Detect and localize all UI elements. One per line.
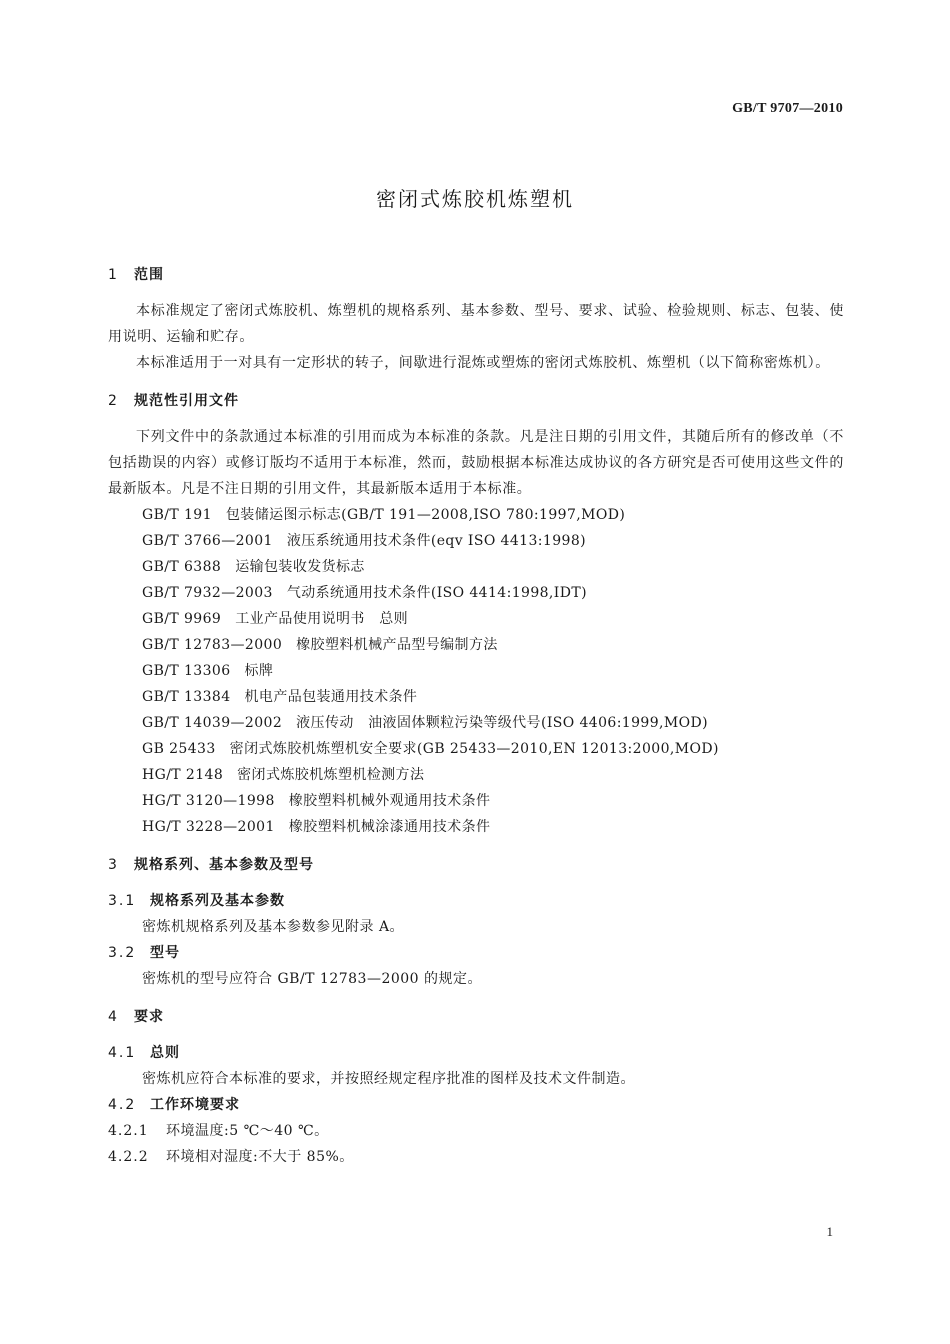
section-title: 规格系列、基本参数及型号 (134, 857, 314, 873)
clause-text: 环境相对湿度:不大于 85%。 (166, 1149, 354, 1165)
reference-item (142, 762, 844, 788)
page-number: 1 (826, 1224, 833, 1239)
subsection-number: 4.2 (108, 1097, 137, 1113)
subsection-title: 工作环境要求 (150, 1097, 240, 1113)
section-heading-1 (108, 262, 844, 288)
reference-code: HG/T 3120—1998 (142, 793, 275, 809)
page-title: 密闭式炼胶机炼塑机 (376, 187, 574, 211)
subsection-number: 4.1 (108, 1045, 137, 1061)
reference-code: GB/T 191 (142, 507, 212, 523)
reference-title: 包装储运图示标志(GB/T 191—2008,ISO 780:1997,MOD) (225, 507, 626, 523)
reference-title: 运输包装收发货标志 (235, 559, 365, 575)
paragraph: 密炼机规格系列及基本参数参见附录 A。 (142, 919, 405, 935)
reference-item (142, 710, 844, 736)
reference-code: GB/T 13384 (142, 689, 231, 705)
reference-item (142, 606, 844, 632)
reference-code: HG/T 3228—2001 (142, 819, 275, 835)
reference-item (142, 658, 844, 684)
paragraph: 密炼机的型号应符合 GB/T 12783—2000 的规定。 (142, 971, 483, 987)
paragraph: 本标准适用于一对具有一定形状的转子，间歇进行混炼或塑炼的密闭式炼胶机、炼塑机（以下简称密炼机）。 (136, 355, 830, 371)
reference-item (142, 814, 844, 840)
reference-code: GB/T 7932—2003 (142, 585, 273, 601)
section-title: 范围 (134, 267, 164, 283)
clause-number: 4.2.1 (108, 1123, 149, 1139)
subsection-heading-3-1 (108, 888, 844, 914)
section-heading-3 (108, 852, 844, 878)
section-title: 规范性引用文件 (134, 393, 239, 409)
reference-item (142, 632, 844, 658)
subsection-number: 3.2 (108, 945, 137, 961)
clause-number: 4.2.2 (108, 1149, 149, 1165)
subsection-heading-3-2 (108, 940, 844, 966)
reference-title: 气动系统通用技术条件(ISO 4414:1998,IDT) (286, 585, 587, 601)
reference-title: 标牌 (244, 663, 274, 679)
subsection-number: 3.1 (108, 893, 137, 909)
subsection-title: 规格系列及基本参数 (150, 893, 285, 909)
reference-item (142, 684, 844, 710)
reference-item (142, 736, 844, 762)
section-number: 4 (108, 1009, 118, 1025)
reference-code: GB 25433 (142, 741, 216, 757)
clause-text: 环境温度:5 ℃～40 ℃。 (166, 1123, 329, 1139)
reference-code: GB/T 12783—2000 (142, 637, 283, 653)
reference-item (142, 502, 844, 528)
reference-title: 工业产品使用说明书 总则 (235, 611, 409, 627)
section-title: 要求 (134, 1009, 164, 1025)
reference-item (142, 554, 844, 580)
reference-item (142, 528, 844, 554)
paragraph: 本标准规定了密闭式炼胶机、炼塑机的规格系列、基本参数、型号、要求、试验、检验规则、标志、包装、使用说明、运输和贮存。 (108, 303, 844, 345)
clause-4-2-1 (108, 1118, 844, 1144)
reference-title: 密闭式炼胶机炼塑机安全要求(GB 25433—2010,EN 12013:2000,MOD) (229, 741, 719, 757)
reference-title: 橡胶塑料机械外观通用技术条件 (288, 793, 491, 809)
reference-title: 液压传动 油液固体颗粒污染等级代号(ISO 4406:1999,MOD) (296, 715, 708, 731)
reference-title: 橡胶塑料机械产品型号编制方法 (296, 637, 498, 653)
reference-item (142, 788, 844, 814)
subsection-heading-4-1 (108, 1040, 844, 1066)
reference-list (108, 502, 844, 840)
subsection-title: 总则 (150, 1045, 180, 1061)
section-number: 2 (108, 393, 118, 409)
section-heading-4 (108, 1004, 844, 1030)
reference-code: GB/T 6388 (142, 559, 222, 575)
subsection-title: 型号 (150, 945, 180, 961)
subsection-heading-4-2 (108, 1092, 844, 1118)
reference-code: HG/T 2148 (142, 767, 224, 783)
paragraph: 下列文件中的条款通过本标准的引用而成为本标准的条款。凡是注日期的引用文件，其随后所有的修改单（不包括勘误的内容）或修订版均不适用于本标准，然而，鼓励根据本标准达成协议的各方研究是否可使用这些文件的最新版本。凡是不注日期的引用文件，其最新版本适用于本标准。 (108, 429, 844, 497)
reference-code: GB/T 3766—2001 (142, 533, 273, 549)
reference-code: GB/T 9969 (142, 611, 222, 627)
reference-title: 密闭式炼胶机炼塑机检测方法 (237, 767, 425, 783)
reference-title: 橡胶塑料机械涂漆通用技术条件 (288, 819, 491, 835)
section-number: 1 (108, 267, 118, 283)
reference-code: GB/T 14039—2002 (142, 715, 283, 731)
section-heading-2 (108, 388, 844, 414)
document-code: GB/T 9707—2010 (732, 101, 843, 116)
section-number: 3 (108, 857, 118, 873)
document-body (108, 262, 844, 1170)
reference-code: GB/T 13306 (142, 663, 231, 679)
clause-4-2-2 (108, 1144, 844, 1170)
reference-title: 机电产品包装通用技术条件 (244, 689, 418, 705)
reference-item (142, 580, 844, 606)
paragraph: 密炼机应符合本标准的要求，并按照经规定程序批准的图样及技术文件制造。 (142, 1071, 635, 1087)
reference-title: 液压系统通用技术条件(eqv ISO 4413:1998) (286, 533, 586, 549)
